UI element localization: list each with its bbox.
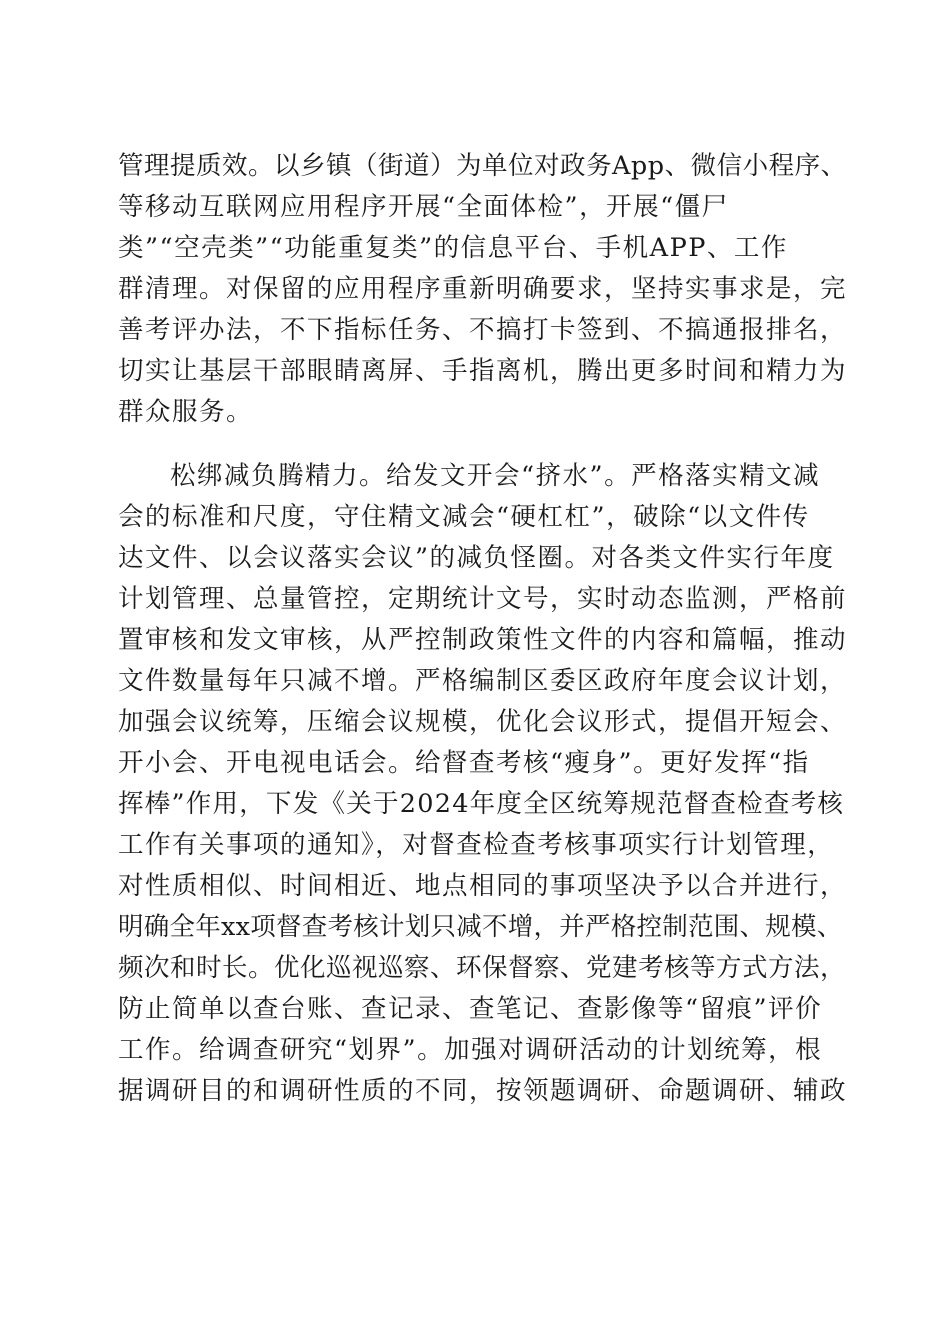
paragraph-1-line-4: 群清理。对保留的应用程序重新明确要求，坚持实事求是，完 (118, 274, 848, 304)
paragraph-1-line-3: 类”“空壳类”“功能重复类”的信息平台、手机APP、工作 (118, 233, 788, 263)
paragraph-2-line-9: 挥棒”作用，下发《关于2024年度全区统筹规范督查检查考核 (118, 789, 845, 819)
paragraph-2-line-16: 据调研目的和调研性质的不同，按领题调研、命题调研、辅政 (118, 1076, 848, 1106)
paragraph-2-line-4: 计划管理、总量管控，定期统计文号，实时动态监测，严格前 (118, 584, 848, 614)
paragraph-1-line-2: 等移动互联网应用程序开展“全面体检”，开展“僵尸 (118, 192, 729, 222)
paragraph-2-line-8: 开小会、开电视电话会。给督查考核“瘦身”。更好发挥“指 (118, 748, 810, 778)
paragraph-1-line-5: 善考评办法，不下指标任务、不搞打卡签到、不搞通报排名， (118, 315, 848, 345)
paragraph-2-line-3: 达文件、以会议落实会议”的减负怪圈。对各类文件实行年度 (118, 543, 835, 573)
paragraph-2-line-14: 防止简单以查台账、查记录、查笔记、查影像等“留痕”评价 (118, 994, 823, 1024)
paragraph-2-line-6: 文件数量每年只减不增。严格编制区委区政府年度会议计划， (118, 666, 848, 696)
paragraph-2-line-10: 工作有关事项的通知》，对督查检查考核事项实行计划管理， (118, 830, 835, 860)
paragraph-2-line-1: 松绑减负腾精力。给发文开会“挤水”。严格落实精文减 (170, 461, 821, 491)
paragraph-2-line-7: 加强会议统筹，压缩会议规模，优化会议形式，提倡开短会、 (118, 707, 848, 737)
paragraph-2-line-11: 对性质相似、时间相近、地点相同的事项坚决予以合并进行， (118, 871, 848, 901)
paragraph-1-line-1: 管理提质效。以乡镇（街道）为单位对政务App、微信小程序、 (118, 151, 847, 181)
paragraph-1-line-7: 群众服务。 (118, 397, 254, 427)
paragraph-2-line-2: 会的标准和尺度，守住精文减会“硬杠杠”，破除“以文件传 (118, 502, 810, 532)
paragraph-2-line-12: 明确全年xx项督查考核计划只减不增，并严格控制范围、规模、 (118, 912, 843, 942)
paragraph-2-line-15: 工作。给调查研究“划界”。加强对调研活动的计划统筹，根 (118, 1035, 823, 1065)
paragraph-2-line-5: 置审核和发文审核，从严控制政策性文件的内容和篇幅，推动 (118, 625, 848, 655)
paragraph-1-line-6: 切实让基层干部眼睛离屏、手指离机，腾出更多时间和精力为 (118, 356, 848, 386)
paragraph-2-line-13: 频次和时长。优化巡视巡察、环保督察、党建考核等方式方法， (118, 953, 847, 983)
